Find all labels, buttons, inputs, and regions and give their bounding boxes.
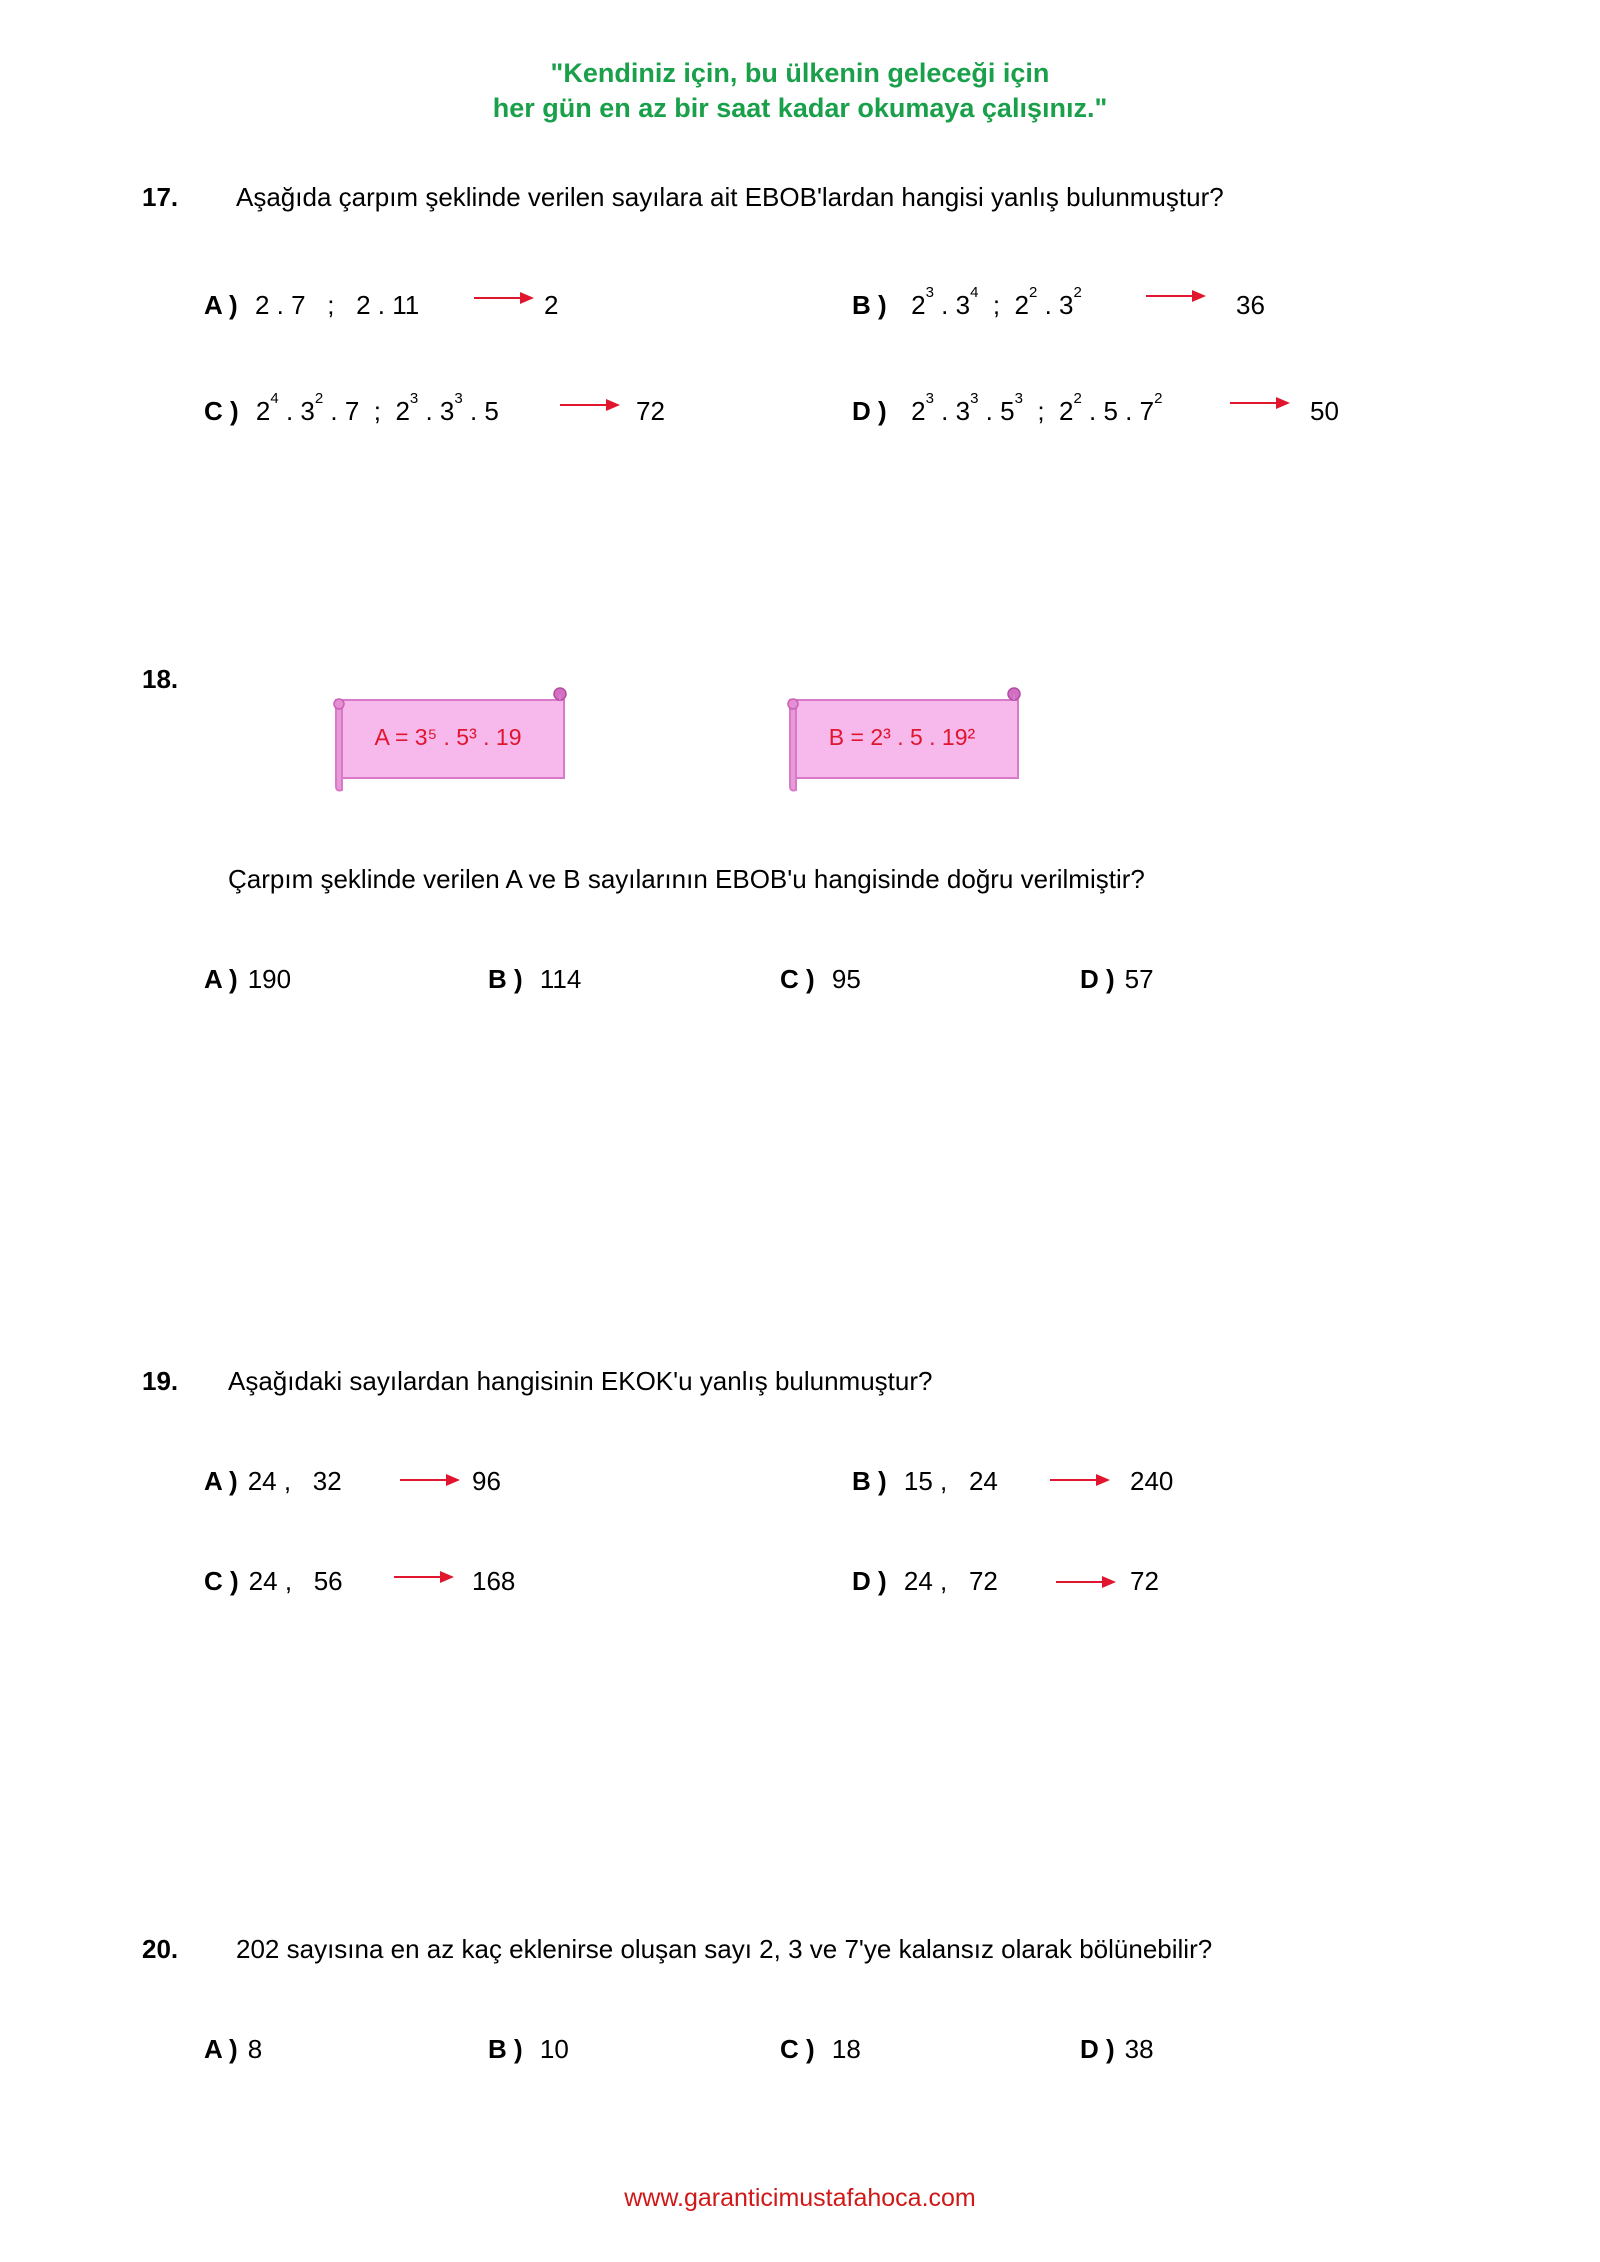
q20-option-c-value: 18 bbox=[831, 2034, 861, 2064]
q20-option-b[interactable] bbox=[488, 2034, 569, 2065]
q19-option-b[interactable] bbox=[852, 1466, 998, 1497]
q18-option-a-value: 190 bbox=[247, 964, 292, 994]
q19-d-arrow-icon bbox=[1056, 1575, 1116, 1589]
q17-option-c-result: 72 bbox=[636, 396, 665, 426]
q19-option-a-n1: 24 , bbox=[247, 1466, 292, 1496]
q17-option-c-label: C ) bbox=[204, 396, 239, 426]
q18-option-c-value: 95 bbox=[831, 964, 861, 994]
q19-option-b-label: B ) bbox=[852, 1466, 887, 1496]
q18-option-a-label: A ) bbox=[204, 964, 238, 994]
q17-b-arrow-icon bbox=[1146, 289, 1206, 303]
question-18-text: Çarpım şeklinde verilen A ve B sayılarının EBOB'u hangisinde doğru verilmiştir? bbox=[228, 864, 1145, 894]
motto-line-1: "Kendiniz için, bu ülkenin geleceği için bbox=[550, 58, 1050, 88]
q19-option-d-n2: 72 bbox=[968, 1566, 998, 1596]
q19-option-b-n1: 15 , bbox=[903, 1466, 948, 1496]
question-20-number: 20. bbox=[142, 1934, 179, 1964]
q19-option-d-label: D ) bbox=[852, 1566, 887, 1596]
q19-option-a-label: A ) bbox=[204, 1466, 238, 1496]
q19-b-arrow-icon bbox=[1050, 1473, 1110, 1487]
q19-a-arrow-icon bbox=[400, 1473, 460, 1487]
q17-option-c-expression: $2^4$ . $3^2$ . 7 ; $2^3$ . $3^3$ . 5 bbox=[255, 390, 499, 426]
q20-option-a-label: A ) bbox=[204, 2034, 238, 2064]
q17-option-d[interactable] bbox=[852, 390, 1163, 427]
q17-option-b-expression: $2^3$ . $3^4$ ; $2^2$ . $3^2$ bbox=[903, 284, 1082, 320]
q19-option-a-result: 96 bbox=[472, 1466, 501, 1496]
q17-option-c[interactable] bbox=[204, 390, 499, 427]
q19-option-d[interactable] bbox=[852, 1566, 998, 1597]
q18-option-c-label: C ) bbox=[780, 964, 815, 994]
q18-option-b[interactable] bbox=[488, 964, 581, 995]
q18-option-d[interactable] bbox=[1080, 964, 1154, 995]
q19-option-c-n2: 56 bbox=[313, 1566, 343, 1596]
question-19-text: Aşağıdaki sayılardan hangisinin EKOK'u yanlış bulunmuştur? bbox=[228, 1366, 933, 1396]
q18-option-b-label: B ) bbox=[488, 964, 523, 994]
question-18-number: 18. bbox=[142, 664, 179, 694]
motto-line-2: her gün en az bir saat kadar okumaya çalışınız." bbox=[492, 93, 1108, 123]
q17-option-b-result: 36 bbox=[1236, 290, 1265, 320]
q18-option-b-value: 114 bbox=[539, 964, 582, 994]
q19-c-arrow-icon bbox=[394, 1570, 454, 1584]
question-19-number: 19. bbox=[142, 1366, 179, 1396]
q17-option-d-label: D ) bbox=[852, 396, 887, 426]
q17-option-a-expression: 2 . 7 ; 2 . 11 bbox=[254, 290, 420, 320]
q20-option-d-value: 38 bbox=[1124, 2034, 1154, 2064]
q20-option-a[interactable] bbox=[204, 2034, 262, 2065]
question-17-number: 17. bbox=[142, 182, 179, 212]
q19-option-d-n1: 24 , bbox=[903, 1566, 948, 1596]
q17-option-a-result: 2 bbox=[544, 290, 559, 320]
question-20-text: 202 sayısına en az kaç eklenirse oluşan sayı 2, 3 ve 7'ye kalansız olarak bölünebilir? bbox=[236, 1934, 1213, 1964]
q20-option-c-label: C ) bbox=[780, 2034, 815, 2064]
q19-option-c-result: 168 bbox=[472, 1566, 516, 1596]
q19-option-d-result: 72 bbox=[1130, 1566, 1159, 1596]
banner-b bbox=[782, 682, 1022, 772]
q17-option-b-label: B ) bbox=[852, 290, 887, 320]
footer-website-link[interactable]: www.garanticimustafahoca.com bbox=[624, 2184, 976, 2212]
q19-option-c[interactable] bbox=[204, 1566, 343, 1597]
q20-option-d[interactable] bbox=[1080, 2034, 1154, 2065]
q19-option-a-n2: 32 bbox=[312, 1466, 342, 1496]
q19-option-b-result: 240 bbox=[1130, 1466, 1174, 1496]
q19-option-c-label: C ) bbox=[204, 1566, 239, 1596]
q17-c-arrow-icon bbox=[560, 398, 620, 412]
q20-option-b-label: B ) bbox=[488, 2034, 523, 2064]
q18-option-d-value: 57 bbox=[1124, 964, 1154, 994]
q20-option-c[interactable] bbox=[780, 2034, 861, 2065]
q19-option-c-n1: 24 , bbox=[248, 1566, 293, 1596]
q18-option-c[interactable] bbox=[780, 964, 861, 995]
q17-option-a[interactable] bbox=[204, 290, 419, 321]
q17-option-a-label: A ) bbox=[204, 290, 238, 320]
banner-a-text: A = 3⁵ . 5³ . 19 bbox=[374, 724, 522, 750]
q20-option-b-value: 10 bbox=[539, 2034, 569, 2064]
q17-option-d-expression: $2^3$ . $3^3$ . $5^3$ ; $2^2$ . 5 . $7^2$ bbox=[903, 390, 1163, 426]
q20-option-d-label: D ) bbox=[1080, 2034, 1115, 2064]
question-17-text: Aşağıda çarpım şeklinde verilen sayılara ait EBOB'lardan hangisi yanlış bulunmuştur? bbox=[236, 182, 1224, 212]
q17-option-d-result: 50 bbox=[1310, 396, 1339, 426]
q17-option-b[interactable] bbox=[852, 284, 1082, 321]
q19-option-a[interactable] bbox=[204, 1466, 342, 1497]
banner-b-text: B = 2³ . 5 . 19² bbox=[828, 724, 976, 750]
banner-a bbox=[328, 682, 568, 772]
q17-a-arrow-icon bbox=[474, 291, 534, 305]
q17-d-arrow-icon bbox=[1230, 396, 1290, 410]
q20-option-a-value: 8 bbox=[247, 2034, 263, 2064]
q18-option-a[interactable] bbox=[204, 964, 291, 995]
q18-option-d-label: D ) bbox=[1080, 964, 1115, 994]
q19-option-b-n2: 24 bbox=[968, 1466, 998, 1496]
